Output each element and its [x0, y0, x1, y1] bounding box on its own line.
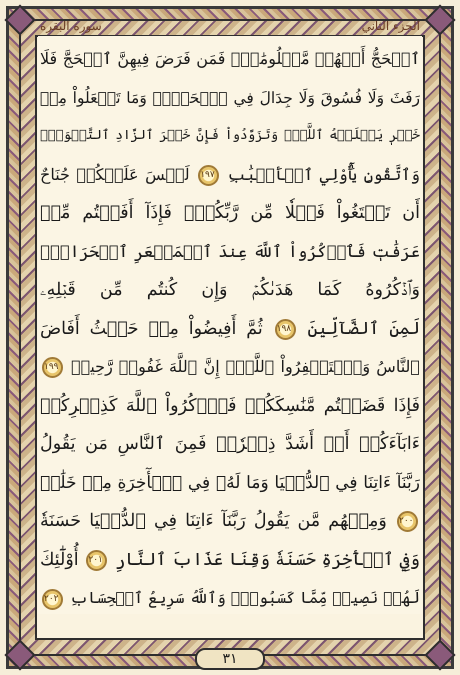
- text-line: [40, 79, 420, 118]
- verse-text: لَهُمۡ نَصِيبٞ مِّمَّا كَسَبُواْۚ وَٱللَّهُ سَرِيعُ ٱلۡحِسَابِ: [70, 589, 420, 607]
- ayah-marker-icon: ١٩٩: [42, 357, 63, 378]
- verse-text: وَمِنۡهُم مَّن يَقُولُ رَبَّنَآ ءَاتِنَا فِي ٱلدُّنۡيَا حَسَنَةٗ: [40, 511, 387, 531]
- text-line: [40, 156, 420, 195]
- verse-text: وَٱذۡكُرُوهُ كَمَا هَدَىٰكُمۡ وَإِن كُنتُم مِّن قَبۡلِهِۦ: [40, 280, 420, 300]
- text-line: [40, 117, 420, 156]
- text-line: [40, 464, 420, 503]
- verse-text: لَيۡسَ عَلَيۡكُمۡ جُنَاحٌ: [40, 164, 190, 184]
- text-line: [40, 387, 420, 426]
- juz-title: الجزء الثاني: [361, 19, 420, 33]
- text-line: [40, 541, 420, 580]
- ayah-marker-icon: ١٩٧: [198, 165, 219, 186]
- text-line: [40, 310, 420, 349]
- verse-text: ٱلنَّاسُ وَٱسۡتَغۡفِرُواْ ٱللَّهَۚ إِنَّ ٱللَّهَ غَفُورٞ رَّحِيمٞ: [71, 357, 420, 376]
- page-number-badge: [195, 648, 265, 670]
- verse-text: رَفَثَ وَلَا فُسُوقَ وَلَا جِدَالَ فِي ٱلۡحَجِّۗ وَمَا تَفۡعَلُواْ مِنۡ: [40, 88, 420, 107]
- quran-text-block: [40, 40, 420, 618]
- verse-text: عَرَفَٰتٖ فَٱذۡكُرُواْ ٱللَّهَ عِندَ ٱلۡمَشۡعَرِ ٱلۡحَرَامِۖ: [40, 241, 420, 261]
- verse-text: أَن تَبۡتَغُواْ فَضۡلٗا مِّن رَّبِّكُمۡۚ فَإِذَآ أَفَضۡتُم مِّنۡ: [40, 203, 420, 223]
- verse-text: أُوْلَٰٓئِكَ: [40, 549, 79, 570]
- text-line: [40, 425, 420, 464]
- text-line: [40, 271, 420, 310]
- ayah-marker-icon: ٢٠١: [86, 550, 107, 571]
- ayah-marker-icon: ١٩٨: [275, 319, 296, 340]
- surah-title: سورة البقرة: [40, 19, 102, 33]
- text-line: [40, 194, 420, 233]
- ayah-marker-icon: ٢٠٠: [397, 511, 418, 532]
- ayah-marker-icon: ٢٠٢: [42, 589, 63, 610]
- verse-text: ءَابَآءَكُمۡ أَوۡ أَشَدَّ ذِكۡرٗاۗ فَمِنَ ٱلنَّاسِ مَن يَقُولُ: [40, 434, 420, 454]
- text-line: [40, 502, 420, 541]
- text-line: [40, 579, 420, 618]
- verse-text: فَإِذَا قَضَيۡتُم مَّنَٰسِكَكُمۡ فَٱذۡكُرُواْ ٱللَّهَ كَذِكۡرِكُمۡ: [40, 395, 420, 416]
- page-header: [40, 16, 420, 36]
- verse-text: ٱلۡحَجُّ أَشۡهُرٞ مَّعۡلُومَٰتٞۚ فَمَن فَرَضَ فِيهِنَّ ٱلۡحَجَّ فَلَا: [40, 49, 420, 68]
- verse-text: خَيۡرٖ يَعۡلَمۡهُ ٱللَّهُۗ وَتَزَوَّدُواْ فَإِنَّ خَيۡرَ ٱلزَّادِ ٱلتَّقۡوَىٰۖ: [40, 128, 420, 143]
- text-line: [40, 348, 420, 387]
- text-line: [40, 40, 420, 79]
- verse-text: رَبَّنَآ ءَاتِنَا فِي ٱلدُّنۡيَا وَمَا لَهُۥ فِي ٱلۡأٓخِرَةِ مِنۡ خَلَٰقٖ: [40, 472, 420, 493]
- verse-text: ثُمَّ أَفِيضُواْ مِنۡ حَيۡثُ أَفَاضَ: [40, 318, 263, 339]
- page-number: ٣١: [222, 651, 238, 667]
- verse-text: وَٱتَّقُونِ يَٰٓأُوْلِي ٱلۡأَلۡبَٰبِ: [227, 164, 420, 184]
- text-line: [40, 233, 420, 272]
- verse-text: لَمِنَ ٱلضَّآلِّينَ: [307, 318, 420, 339]
- verse-text: وَفِي ٱلۡأٓخِرَةِ حَسَنَةٗ وَقِنَا عَذَابَ ٱلنَّارِ: [115, 549, 420, 570]
